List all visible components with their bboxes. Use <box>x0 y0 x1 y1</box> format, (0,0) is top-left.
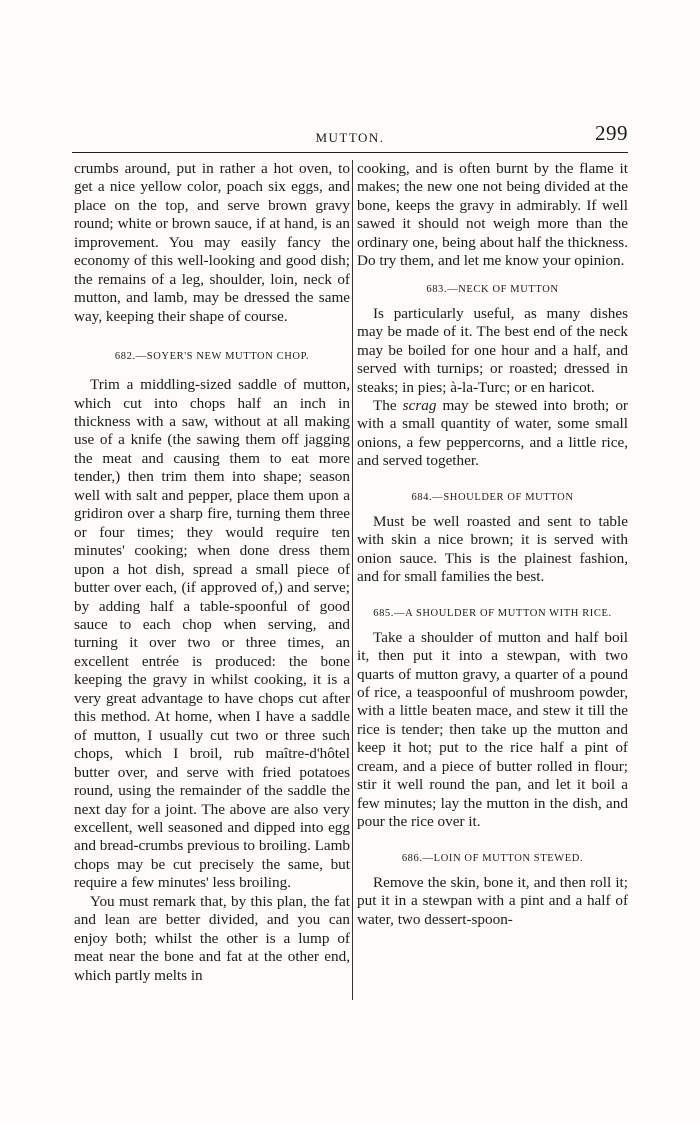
running-head: MUTTON. <box>315 130 385 145</box>
paragraph-684: Must be well roasted and sent to table with skin a nice brown; it is served with onion sauce. This is the plainest fashion, and for small families the best. <box>357 512 628 586</box>
page-header <box>72 118 628 153</box>
paragraph-682-a: Trim a middling-sized saddle of mutton, which cut into chops half an inch in thickness with a saw, without at all making use of a knife (the sawing them off jagging the meat and causing them to eat more tender,) then trim them into shape; season well with salt and pepper, place them upon a gridiron over a sharp fire, turning them three or four times; they would require ten minutes' cooking; when done dress them upon a hot dish, spread a small piece of butter over each, (if approved of,) and serve; by adding half a table-spoonful of good sauce to each chop when serving, and turning it over two or three times, an excellent entrée is produced: the bone keeping the gravy in whilst cooking, it is a very great advantage to have chops cut after this method. At home, when I have a saddle of mutton, I usually cut two or three such chops, which I broil, rub maître-d'hôtel butter over, and serve with fried potatoes round, using the remainder of the saddle the next day for a joint. The above are also very excellent, well seasoned and dipped into egg and bread-crumbs previous to broiling. Lamb chops may be cut precisely the same, but require a few minutes' less broiling. <box>74 376 350 892</box>
section-heading-683: 683.—NECK OF MUTTON <box>426 283 559 295</box>
text-run: may be stewed into broth; or with a small quantity of water, some small onions, a few peppercorns, and a little rice, and served together. <box>357 396 628 470</box>
paragraph-683-a: Is particularly useful, as many dishes may be made of it. The best end of the neck may be boiled for one hour and a half, and served with turnips; or roasted; dressed in steaks; in pies; à-la-Turc; or en haricot. <box>357 304 628 396</box>
column-divider <box>352 160 353 1000</box>
paragraph-continued-right: cooking, and is often burnt by the flame it makes; the new one not being divided at the bone, keeps the gravy in admirably. If well sawed it should not weigh more than the ordinary one, being about half the thickness. Do try them, and let me know your opinion. <box>357 160 628 270</box>
paragraph-682-b: You must remark that, by this plan, the fat and lean are better divided, and you can enjoy both; whilst the other is a lump of meat near the bone and fat at the other end, which partly melts in <box>74 892 350 984</box>
section-heading-684: 684.—SHOULDER OF MUTTON <box>411 491 574 503</box>
section-heading-686: 686.—LOIN OF MUTTON STEWED. <box>401 852 584 864</box>
right-column <box>357 160 628 929</box>
paragraph-685: Take a shoulder of mutton and half boil it, then put it into a stewpan, with two quarts of mutton gravy, a quarter of a pound of rice, a teaspoonful of mushroom powder, with a little beaten mace, and stew it till the rice is tender; then take up the mutton and keep it hot; put to the rice half a pint of cream, and a piece of butter rolled in flour; stir it well round the pan, and let it boil a few minutes; lay the mutton in the dish, and pour the rice over it. <box>357 628 628 831</box>
section-heading-685: 685.—A SHOULDER OF MUTTON WITH RICE. <box>373 607 612 619</box>
paragraph-686: Remove the skin, bone it, and then roll it; put it in a stewpan with a pint and a half of water, two dessert-spoon- <box>357 873 628 928</box>
section-heading-682: 682.—SOYER'S NEW MUTTON CHOP. <box>114 351 310 363</box>
text-run: The <box>373 396 403 414</box>
page-number: 299 <box>595 121 628 145</box>
paragraph-683-b <box>357 397 628 471</box>
paragraph-continued: crumbs around, put in rather a hot oven, to get a nice yellow color, poach six eggs, and place on the top, and serve brown gravy round; white or brown sauce, if at hand, is an improvement. You may easily fancy the economy of this well-looking and good dish; the remains of a leg, shoulder, loin, neck of mutton, and lamb, may be dressed the same way, keeping their shape of course. <box>74 160 350 325</box>
left-column <box>74 160 350 985</box>
italic-word: scrag <box>402 396 437 414</box>
